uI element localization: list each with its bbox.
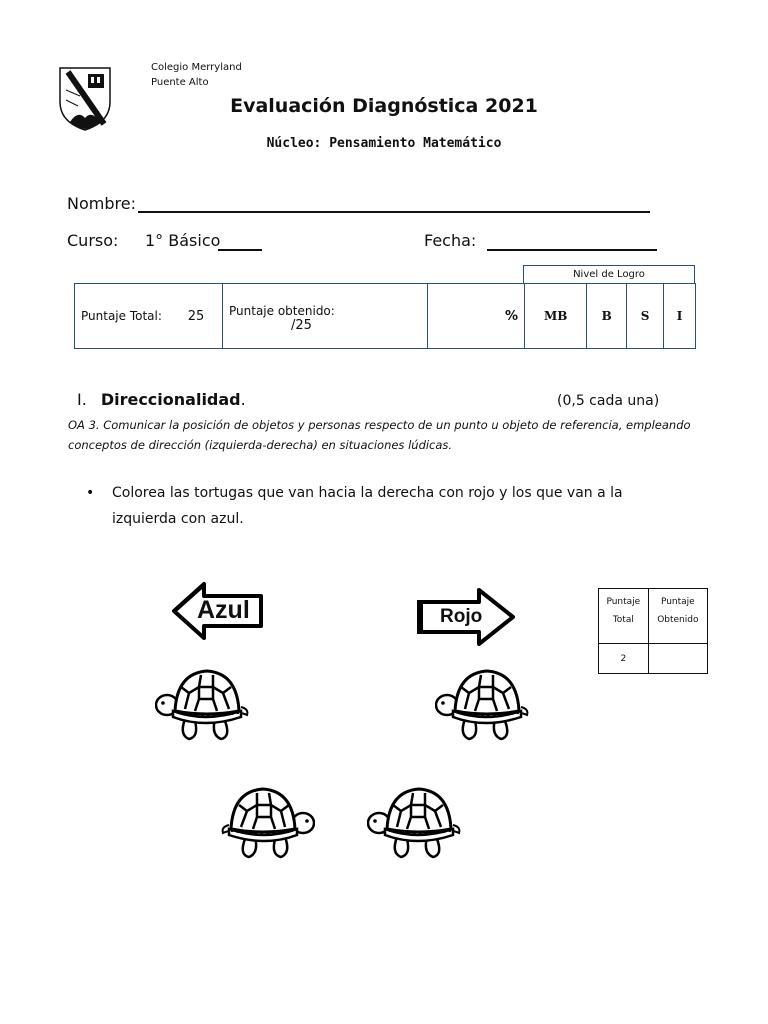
total-label: Puntaje Total: (81, 308, 162, 323)
section-objective: OA 3. Comunicar la posición de objetos y personas respecto de un punto u objeto de referencia, empleando conceptos de dirección (izquierda-derecha) en situaciones lúdicas. (68, 418, 691, 452)
level-s[interactable]: S (627, 284, 664, 349)
page-subtitle: Núcleo: Pensamiento Matemático (266, 136, 502, 151)
course-field[interactable] (218, 233, 262, 251)
percent-cell[interactable] (428, 284, 525, 349)
turtle-left-1[interactable] (155, 665, 250, 747)
turtle-right-1[interactable] (220, 783, 315, 865)
obtained-value: /25 (291, 318, 312, 333)
nivel-logro-header: Nivel de Logro (523, 265, 695, 283)
section-title: Direccionalidad (100, 390, 241, 409)
mini-obtained-label-1: Puntaje (660, 597, 695, 607)
date-field[interactable] (487, 233, 657, 251)
level-mb[interactable]: MB (525, 284, 587, 349)
score-table (74, 283, 696, 349)
left-arrow-label: Azul (197, 596, 250, 624)
mini-score-table (598, 588, 708, 674)
school-info (151, 60, 242, 90)
obtained-cell[interactable] (223, 284, 428, 349)
turtle-left-2[interactable] (435, 665, 530, 747)
section-number: I. (77, 390, 87, 409)
section-title-dot: . (240, 390, 246, 409)
level-b[interactable]: B (587, 284, 627, 349)
school-name: Colegio Merryland (151, 62, 242, 73)
school-city: Puente Alto (151, 77, 209, 88)
right-arrow-label: Rojo (440, 606, 483, 627)
level-i[interactable]: I (664, 284, 696, 349)
mini-total-value: 2 (599, 644, 649, 674)
bullet-icon: • (86, 485, 95, 501)
mini-obtained-value[interactable] (648, 644, 707, 674)
name-label: Nombre: (67, 194, 136, 213)
name-field[interactable] (138, 195, 650, 213)
page-title: Evaluación Diagnóstica 2021 (230, 95, 538, 117)
section-points: (0,5 cada una) (557, 393, 660, 409)
total-value: 25 (187, 308, 205, 324)
course-value: 1° Básico (145, 231, 221, 250)
mini-total-header (599, 589, 649, 644)
percent-sign: % (504, 308, 518, 324)
course-label: Curso: (67, 231, 119, 250)
obtained-label: Puntaje obtenido: (229, 304, 335, 318)
date-label: Fecha: (424, 231, 477, 250)
section-heading (77, 390, 246, 409)
turtle-left-3[interactable] (367, 783, 462, 865)
total-cell (75, 284, 223, 349)
mini-total-label-1: Puntaje (606, 597, 641, 607)
instruction-text: Colorea las tortugas que van hacia la derecha con rojo y los que van a la izquierda con azul. (112, 485, 623, 527)
mini-total-label-2: Total (612, 615, 634, 625)
mini-obtained-label-2: Obtenido (657, 615, 699, 625)
mini-obtained-header (648, 589, 707, 644)
